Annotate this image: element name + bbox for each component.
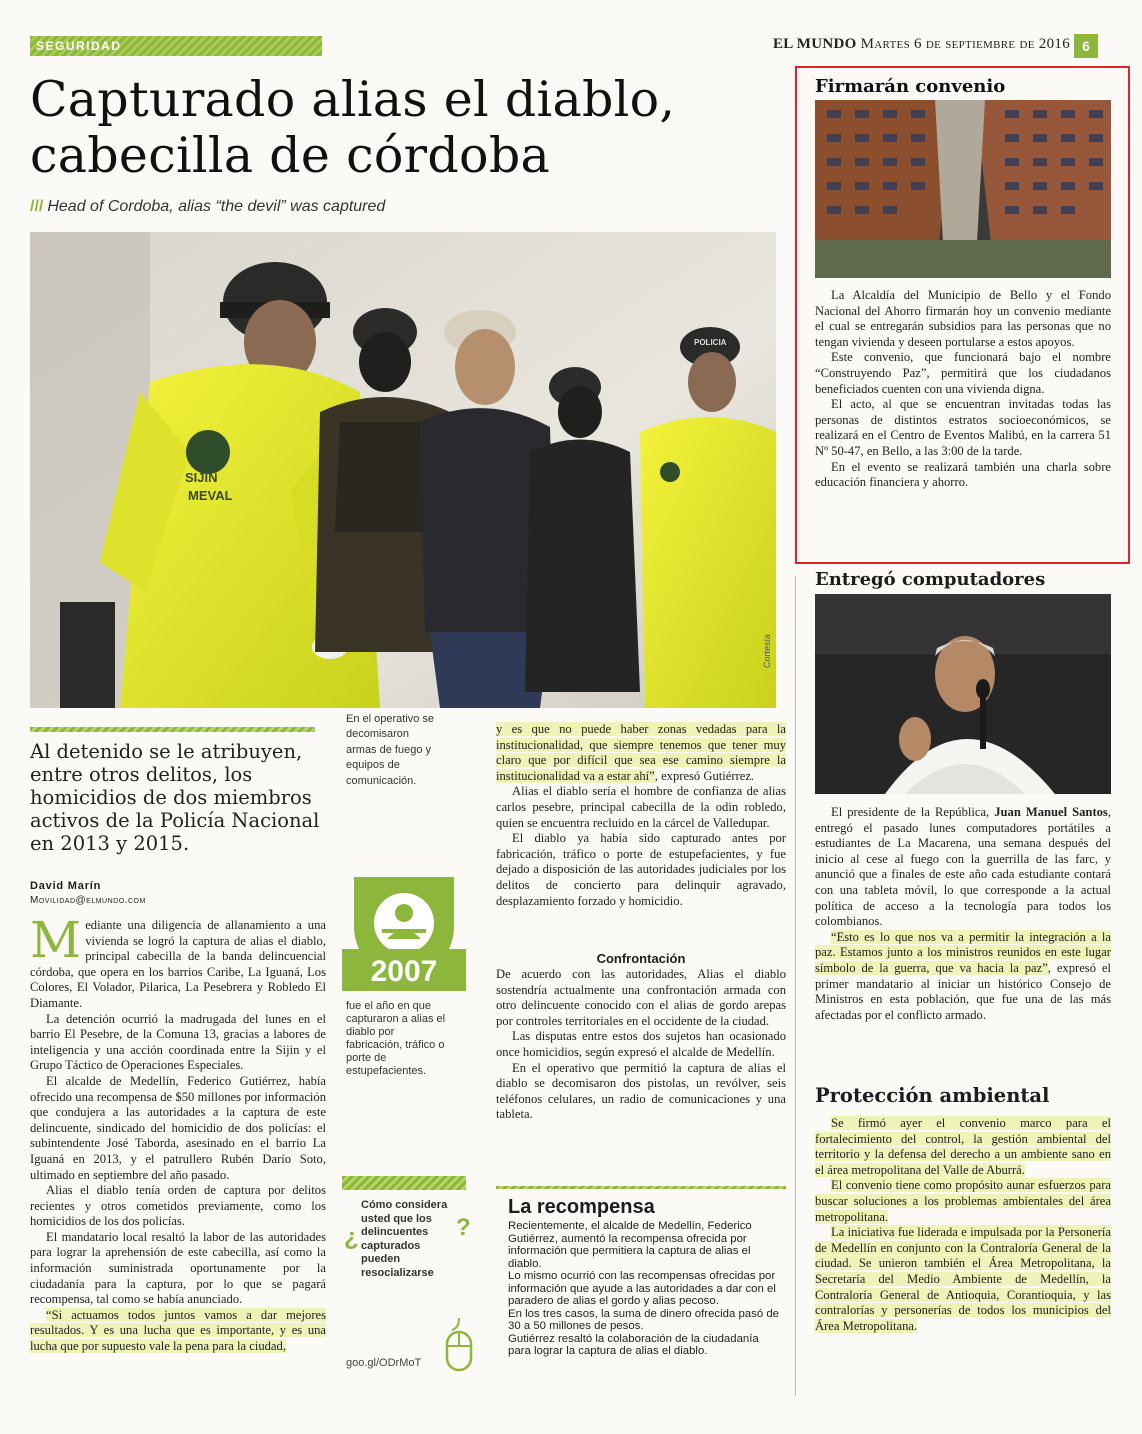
subhead-computadores: Entregó computadores <box>815 569 1046 590</box>
article-column-3 <box>496 722 786 909</box>
pullquote-rule <box>30 727 315 732</box>
paragraph: La iniciativa fue liderada e impulsada por la Personería de Medellín en conjunto con la Contraloría General de la ciudad. Se unieron también el Área Metropolitana, la Secretaría del Medio Ambiente de Medellín, la Contraloría General de Antioquia, Corantioquia, y las contralorías y personerías de todos los municipios del Área Metropolitana. <box>815 1225 1111 1333</box>
article-column-1 <box>30 911 326 1355</box>
svg-text:SIJIN: SIJIN <box>185 470 218 485</box>
stat-badge <box>342 877 466 1001</box>
headline: Capturado alias el diablo, cabecilla de córdoba <box>30 71 676 184</box>
paragraph: Recientemente, el alcalde de Medellín, Federico Gutiérrez, aumentó la recompensa ofrecida por información que permitiera la captura de alias el diablo. <box>508 1220 752 1270</box>
poll-question: Cómo considera usted que los delincuentes capturados pueden resocializarse <box>361 1199 448 1279</box>
confrontacion-body <box>496 967 786 1123</box>
section-tag: SEGURIDAD <box>30 36 322 56</box>
highlighted-quote: “Si actuamos todos juntos vamos a dar mejores resultados. Y es una lucha que es importante, y es una lucha que por supuesto vale la pena para la ciudad, <box>30 1307 326 1354</box>
paragraph: De acuerdo con las autoridades, Alias el diablo sostendría actualmente una confrontación armada con otro delincuente conocido con el alias de gordo arepas por controles territoriales en el occidente de la ciudad. <box>496 967 786 1028</box>
arrest-photo-illustration <box>30 232 776 708</box>
paragraph: El presidente de la República, Juan Manuel Santos, entregó el pasado lunes computadores portátiles a estudiantes de La Macarena, una semana después del inicio al cese al fuego con la guerrilla de las farc, y anunció que a finales de este año cada estudiante contará con una tableta móvil, lo que corresponde a la actual política de acceso a la tecnología para todos los colombianos. <box>815 805 1111 929</box>
recompensa-rule <box>496 1186 786 1189</box>
mouse-icon <box>444 1318 474 1372</box>
byline-name: David Marín <box>30 880 102 892</box>
paragraph: Mediante una diligencia de allanamiento a una vivienda se logró la captura de alias el diablo, principal cabecilla de la banda delincuencial córdoba, que opera en los barrios Caribe, La Iguaná, Los Colores, El Volador, Pilarica, La Pesebrera y Robledo El Diamante. <box>30 911 326 1010</box>
column-divider <box>795 576 796 1396</box>
masthead <box>773 36 1070 53</box>
question-mark-close-icon: ? <box>456 1214 471 1241</box>
subhead-recompensa: La recompensa <box>508 1196 655 1218</box>
paragraph: Este convenio, que funcionará bajo el nombre “Construyendo Paz”, permitirá que los ciudadanos beneficiados cuenten con una vivienda digna. <box>815 350 1111 396</box>
paragraph: El acto, al que se encuentran invitadas todas las personas de distintos estratos socioeconómicos, se realizará en el Centro de Eventos Malibú, en la carrera 51 Nº 50-47, en Bello, a las 3:00 de la tarde. <box>815 397 1111 458</box>
paragraph <box>30 1308 326 1355</box>
page-number: 6 <box>1074 34 1098 58</box>
paragraph: En los tres casos, la suma de dinero ofrecida pasó de 30 a 50 millones de pesos. <box>508 1307 779 1332</box>
subheadline <box>30 198 385 216</box>
paragraph: El convenio tiene como propósito aunar esfuerzos para buscar soluciones a los problemas ambientales del área metropolitana. <box>815 1178 1111 1224</box>
subhead-convenio: Firmarán convenio <box>815 76 1006 97</box>
person-name: Juan Manuel Santos <box>994 805 1108 819</box>
highlighted-quote: y es que no puede haber zonas vedadas para la institucionalidad, que siempre tenemos que tener muy claro que por difícil que sea ese camino siempre la institucionalidad va a estar ahí” <box>496 722 786 783</box>
paragraph: Alias el diablo sería el hombre de confianza de alias carlos pesebre, principal cabecilla de la odin robledo, quien se encuentra recluido en la cárcel de Valledupar. <box>496 784 786 830</box>
computadores-body <box>815 805 1111 1023</box>
poll-rule <box>342 1176 466 1190</box>
paragraph: El diablo ya había sido capturado antes por fabricación, tráfico o porte de estupefacientes, y fue dejado a disposición de las autoridades judiciales por los delitos de concierto para delinquir agravado, desplazamiento forzado y homicidio. <box>496 831 786 908</box>
paragraph: En el operativo que permitió la captura de alias el diablo se decomisaron dos pistolas, un revólver, seis teléfonos celulares, un radio de comunicaciones y una tableta. <box>496 1060 786 1122</box>
speaker-illustration <box>815 594 1111 794</box>
paragraph: Se firmó ayer el convenio marco para el fortalecimiento del control, la gestión ambiental del territorio y la defensa del derecho a un ambiente sano en el área metropolitana del Valle de Aburrá. <box>815 1116 1111 1177</box>
pullquote: Al detenido se le atribuyen, entre otros delitos, los homicidios de dos miembros activos de la Policía Nacional en 2013 y 2015. <box>30 740 320 855</box>
dropcap: M <box>30 911 82 969</box>
subhead-proteccion: Protección ambiental <box>815 1084 1050 1107</box>
svg-text:MEVAL: MEVAL <box>188 488 233 503</box>
paragraph: Gutiérrez resaltó la colaboración de la ciudadanía para lograr la captura de alias el diablo. <box>508 1332 759 1357</box>
paragraph: El alcalde de Medellín, Federico Gutiérrez, había ofrecido una recompensa de $50 millones por información que condujera a las autoridades a la captura de este delincuente, sindicado del homicidio de dos policías: el subintendente José Taborda, asesinado en el barrio La Iguaná en 2013, y el patrullero Rubén Darío Soto, ultimado en septiembre del año pasado. <box>30 1073 326 1182</box>
recompensa-body <box>508 1220 780 1358</box>
president-photo <box>815 594 1111 794</box>
prisoner-icon <box>342 877 466 1001</box>
poll-link[interactable]: goo.gl/ODrMoT <box>346 1357 422 1369</box>
photo-credit: Cortesía <box>762 633 772 668</box>
proteccion-body <box>815 1116 1111 1334</box>
paragraph: En el evento se realizará también una charla sobre educación financiera y ahorro. <box>815 459 1111 490</box>
paragraph: Las disputas entre estos dos sujetos han ocasionado once homicidios, según expresó el alcalde de Medellín. <box>496 1029 786 1059</box>
subhead-confrontacion: Confrontación <box>596 951 686 966</box>
paragraph: Lo mismo ocurrió con las recompensas ofrecidas por información que ayude a las autoridades a dar con el paradero de alias el gordo y alias pecoso. <box>508 1270 776 1307</box>
svg-text:POLICIA: POLICIA <box>694 338 727 347</box>
slash-decoration: /// <box>30 198 44 215</box>
issue-date: Martes 6 de septiembre de 2016 <box>860 36 1070 52</box>
paragraph: Alias el diablo tenía orden de captura por delitos recientes y otros cometidos previamente, como los homicidios de los dos policías. <box>30 1183 326 1229</box>
svg-text:2007: 2007 <box>370 955 438 988</box>
paragraph: “Esto es lo que nos va a permitir la integración a la paz. Estamos junto a los ministros reunidos en este lugar símbolo de la guerra, que va hacia la paz”, expresó el primer mandatario al iniciar un histórico Consejo de Ministros en esta población, que fue una de las más afectadas por el conflicto armado. <box>815 929 1111 1022</box>
paragraph: La detención ocurrió la madrugada del lunes en el barrio El Pesebre, de la Comuna 13, gracias a labores de inteligencia y una acción coordinada entre la Sijin y el Grupo Táctico de Operaciones Especiales. <box>30 1011 326 1073</box>
paragraph: y es que no puede haber zonas vedadas para la institucionalidad, que siempre tenemos que tener muy claro que por difícil que sea ese camino siempre la institucionalidad va a estar ahí”, expresó Gutiérrez. <box>496 722 786 783</box>
question-mark-open-icon: ¿ <box>344 1224 359 1251</box>
paragraph: La Alcaldía del Municipio de Bello y el Fondo Nacional del Ahorro firmarán hoy un convenio mediante el cual se entregarán subsidios para las personas que no tengan vivienda y deseen portularse a estos apoyos. <box>815 288 1111 349</box>
subheadline-text: Head of Cordoba, alias “the devil” was captured <box>47 198 386 215</box>
buildings-photo <box>815 100 1111 278</box>
stat-caption: fue el año en que capturaron a alias el diablo por fabricación, tráfico o porte de estupefacientes. <box>346 1000 446 1077</box>
paragraph: El mandatario local resaltó la labor de las autoridades para lograr la aprehensión de este cabecilla, así como la información suministrada oportunamente por la ciudadanía para la captura, por lo que se pagará recompensa, tal como se había anunciado. <box>30 1229 326 1307</box>
paper-name: EL MUNDO <box>772 36 857 52</box>
byline-email: Movilidad@elmundo.com <box>30 895 146 906</box>
convenio-body <box>815 288 1111 491</box>
photo-caption: En el operativo se decomisaron armas de fuego y equipos de comunicación. <box>346 713 435 787</box>
main-photo <box>30 232 776 708</box>
apartment-towers-illustration <box>815 100 1111 278</box>
highlighted-quote: “Esto es lo que nos va a permitir la integración a la paz. Estamos junto a los ministros reunidos en este lugar símbolo de la guerra, que va hacia la paz” <box>815 929 1111 975</box>
